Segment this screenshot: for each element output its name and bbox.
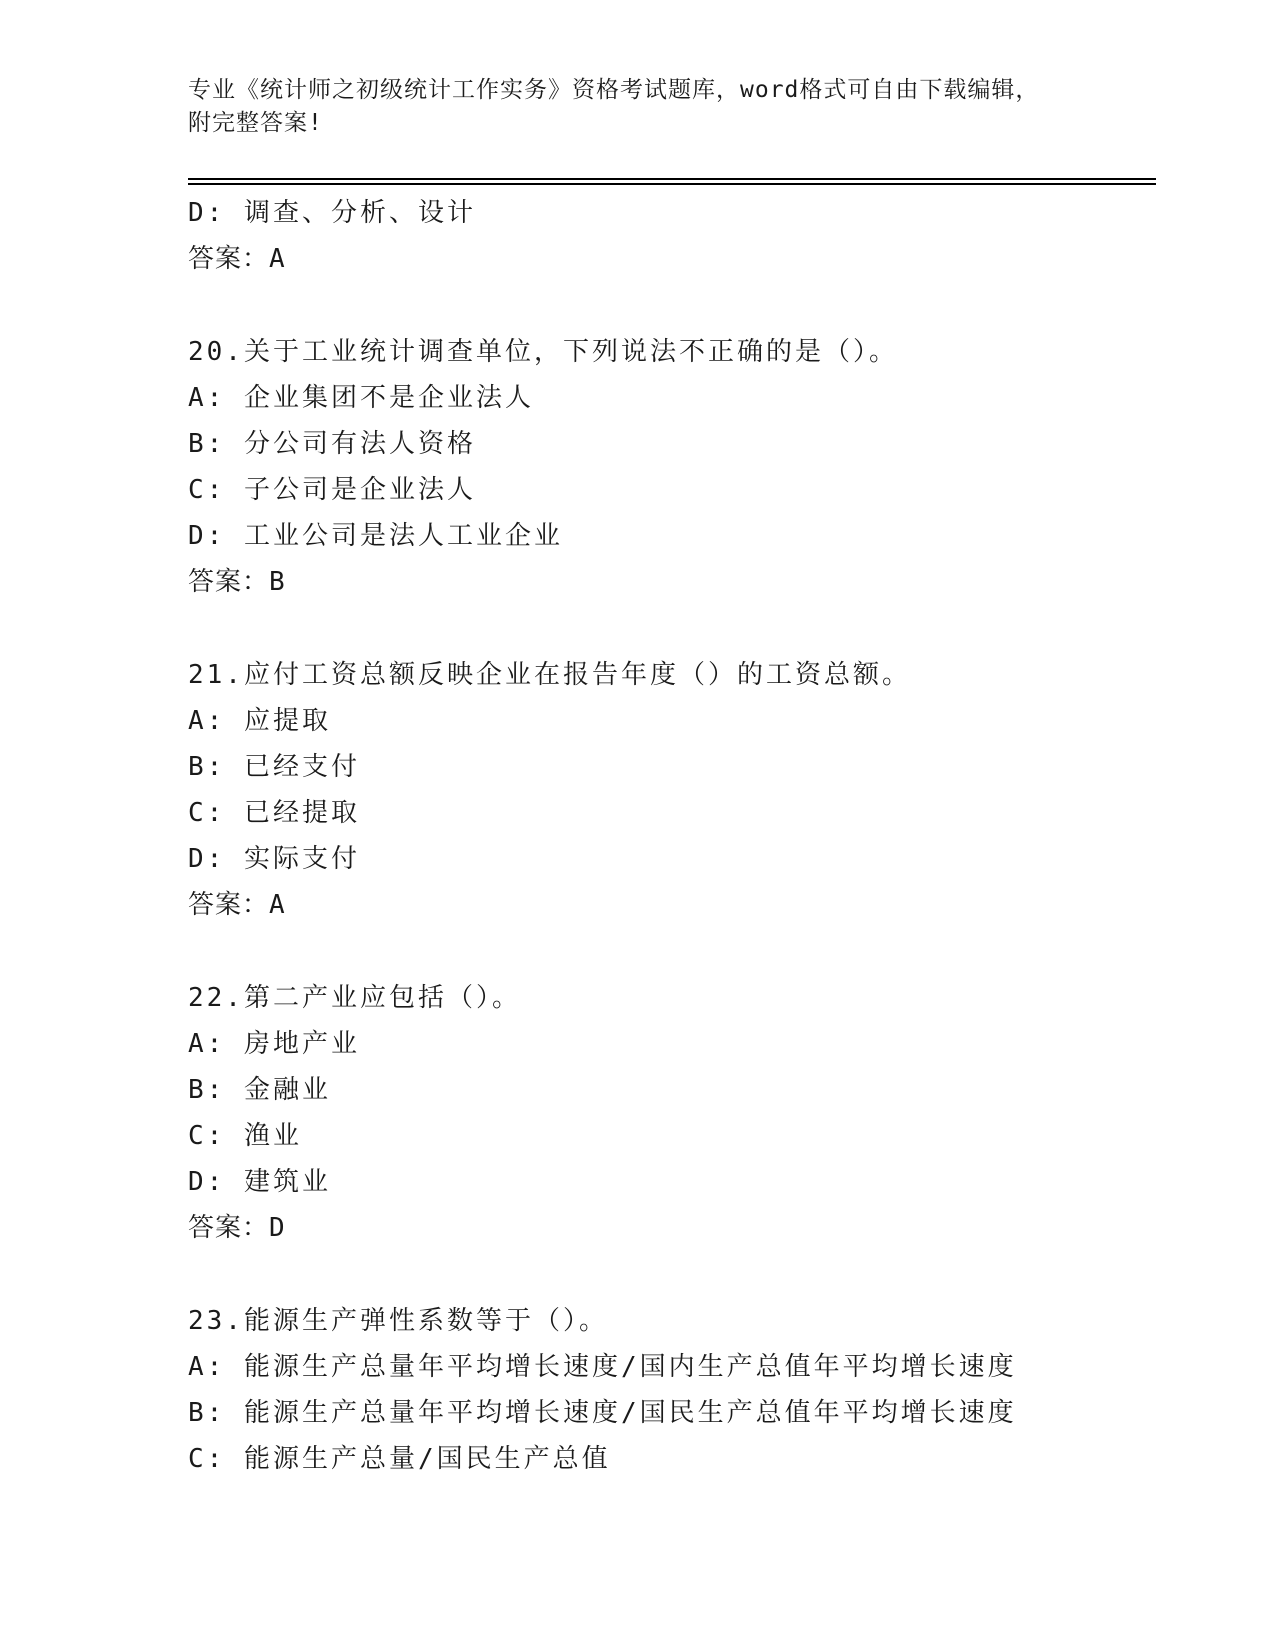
option-text: 已经提取 (243, 798, 360, 828)
answer-value: A (269, 890, 286, 920)
option-label: A: (188, 1029, 226, 1059)
option-text: 能源生产总量年平均增长速度/国民生产总值年平均增长速度 (243, 1398, 1017, 1428)
option-text: 子公司是企业法人 (243, 475, 476, 505)
answer-value: B (269, 567, 286, 597)
option-label: D: (188, 521, 226, 551)
option-label: D: (188, 844, 226, 874)
answer-line (188, 236, 1148, 282)
option-d (188, 836, 1148, 882)
option-c (188, 1113, 1148, 1159)
answer-value: A (269, 244, 286, 274)
option-d (188, 1159, 1148, 1205)
option-label: A: (188, 383, 226, 413)
answer-label: 答案： (188, 244, 270, 274)
option-c (188, 790, 1148, 836)
document-header (188, 74, 1088, 140)
question-stem: 22.第二产业应包括（）。 (188, 983, 521, 1013)
option-label: B: (188, 1075, 226, 1105)
option-label: B: (188, 752, 226, 782)
answer-label: 答案： (188, 890, 270, 920)
option-b (188, 744, 1148, 790)
answer-value: D (269, 1213, 286, 1243)
header-line-1: 专业《统计师之初级统计工作实务》资格考试题库，word格式可自由下载编辑， (188, 77, 1040, 103)
option-text: 能源生产总量/国民生产总值 (243, 1444, 611, 1474)
option-label: A: (188, 706, 226, 736)
option-text: 渔业 (243, 1121, 302, 1151)
option-a (188, 375, 1148, 421)
option-label: C: (188, 798, 226, 828)
option-a (188, 1344, 1148, 1390)
question-list (188, 190, 1148, 1482)
spacer (188, 282, 1148, 329)
option-label: D: (188, 1167, 226, 1197)
option-text: 企业集团不是企业法人 (243, 383, 534, 413)
option-a (188, 698, 1148, 744)
answer-line (188, 1205, 1148, 1251)
option-text: 房地产业 (243, 1029, 360, 1059)
option-d (188, 190, 1148, 236)
option-label: A: (188, 1352, 226, 1382)
option-text: 能源生产总量年平均增长速度/国内生产总值年平均增长速度 (243, 1352, 1017, 1382)
question-stem: 20.关于工业统计调查单位，下列说法不正确的是（）。 (188, 337, 898, 367)
question-stem: 23.能源生产弹性系数等于（）。 (188, 1306, 608, 1336)
answer-label: 答案： (188, 1213, 270, 1243)
option-text: 应提取 (243, 706, 331, 736)
answer-line (188, 882, 1148, 928)
option-text: 实际支付 (243, 844, 360, 874)
header-divider-bottom (188, 183, 1156, 185)
option-label: C: (188, 1444, 226, 1474)
option-label: C: (188, 475, 226, 505)
option-text: 已经支付 (243, 752, 360, 782)
option-a (188, 1021, 1148, 1067)
option-b (188, 421, 1148, 467)
option-b (188, 1067, 1148, 1113)
header-line-2: 附完整答案! (188, 110, 323, 136)
option-d (188, 513, 1148, 559)
option-label: D: (188, 198, 226, 228)
question-22 (188, 975, 1148, 1251)
question-21 (188, 652, 1148, 928)
option-label: B: (188, 1398, 226, 1428)
continued-question (188, 190, 1148, 282)
spacer (188, 928, 1148, 975)
option-c (188, 467, 1148, 513)
option-text: 分公司有法人资格 (243, 429, 476, 459)
option-text: 建筑业 (243, 1167, 331, 1197)
option-text: 工业公司是法人工业企业 (243, 521, 563, 551)
spacer (188, 605, 1148, 652)
option-label: B: (188, 429, 226, 459)
option-text: 调查、分析、设计 (243, 198, 476, 228)
option-c (188, 1436, 1148, 1482)
answer-line (188, 559, 1148, 605)
option-text: 金融业 (243, 1075, 331, 1105)
header-divider-top (188, 178, 1156, 180)
question-20 (188, 329, 1148, 605)
answer-label: 答案： (188, 567, 270, 597)
option-label: C: (188, 1121, 226, 1151)
option-b (188, 1390, 1148, 1436)
spacer (188, 1251, 1148, 1298)
question-stem: 21.应付工资总额反映企业在报告年度（）的工资总额。 (188, 660, 911, 690)
question-23 (188, 1298, 1148, 1482)
